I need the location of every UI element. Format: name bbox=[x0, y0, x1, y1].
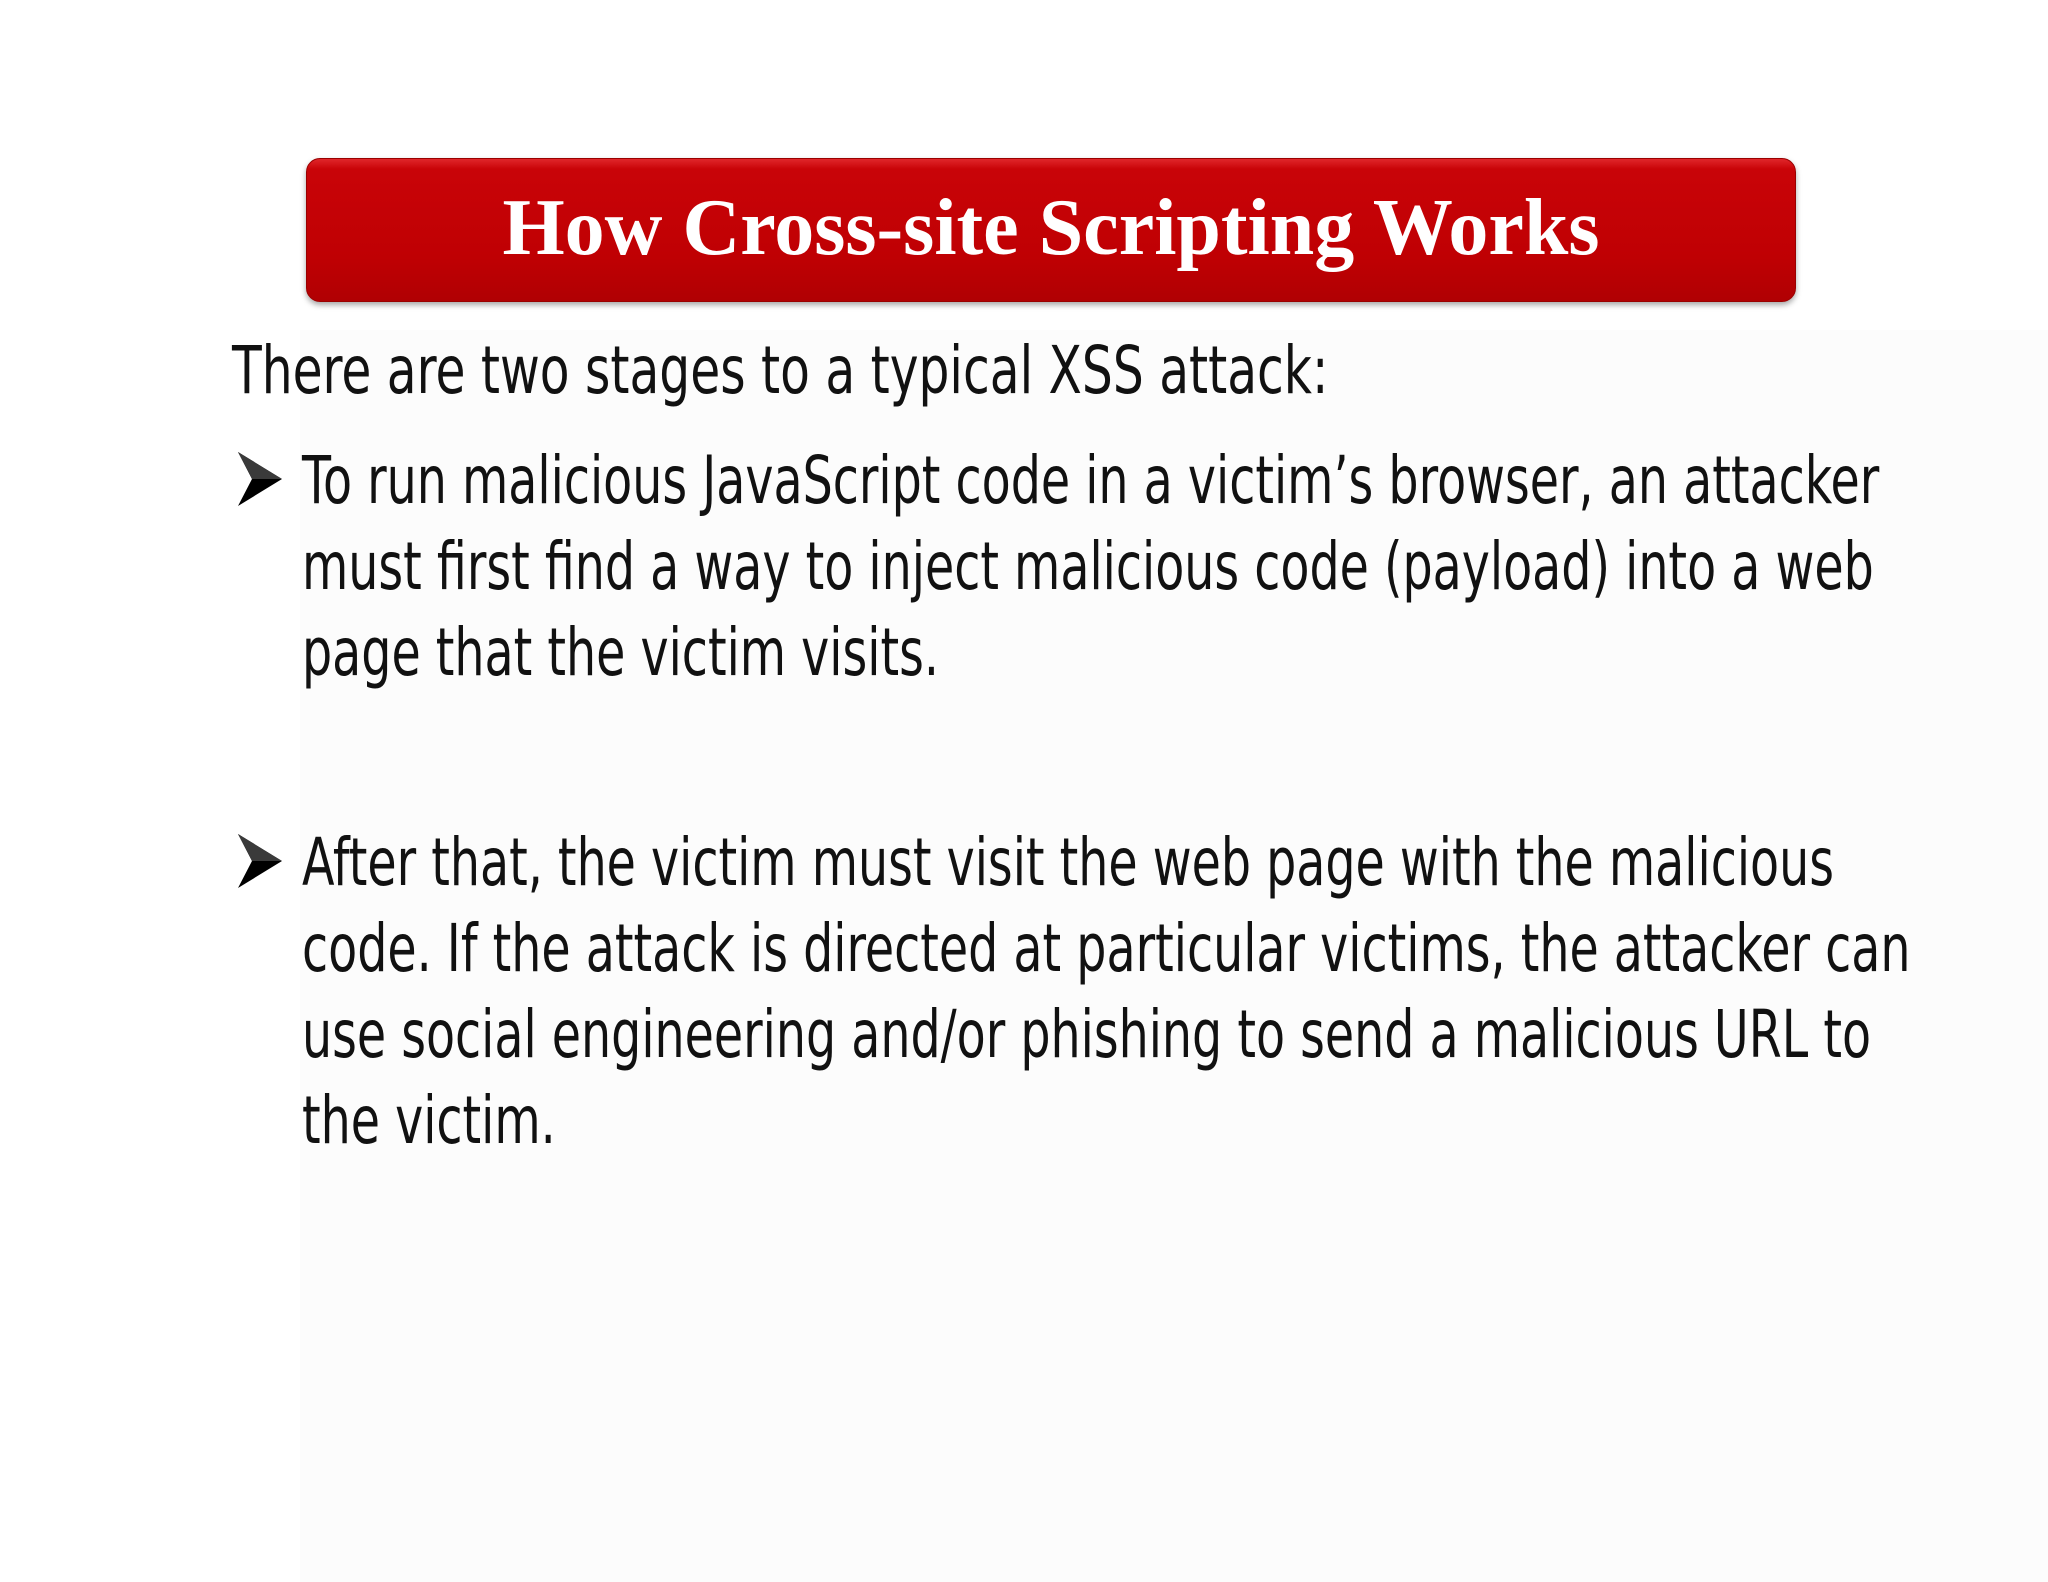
bullet-text-1 bbox=[302, 438, 1880, 696]
bullet-1-line-2: must first find a way to inject malicious code (payload) into a web bbox=[302, 528, 1874, 605]
slide-title: How Cross-site Scripting Works bbox=[502, 183, 1600, 272]
bullet-1-line-1: To run malicious JavaScript code in a victim’s browser, an attacker bbox=[302, 442, 1880, 519]
bullet-1-line-3: page that the victim visits. bbox=[302, 614, 939, 691]
bullet-2-line-1: After that, the victim must visit the web page with the malicious bbox=[302, 824, 1834, 901]
bullet-2-line-4: the victim. bbox=[302, 1082, 556, 1159]
intro-text: There are two stages to a typical XSS attack: bbox=[232, 332, 1329, 409]
arrowhead-bullet-icon bbox=[236, 832, 284, 890]
arrowhead-bullet-icon bbox=[236, 450, 284, 508]
title-bar bbox=[306, 158, 1796, 302]
bullet-2-line-2: code. If the attack is directed at particular victims, the attacker can bbox=[302, 910, 1911, 987]
bullet-text-2 bbox=[302, 820, 1911, 1164]
bullet-2-line-3: use social engineering and/or phishing to send a malicious URL to bbox=[302, 996, 1872, 1073]
